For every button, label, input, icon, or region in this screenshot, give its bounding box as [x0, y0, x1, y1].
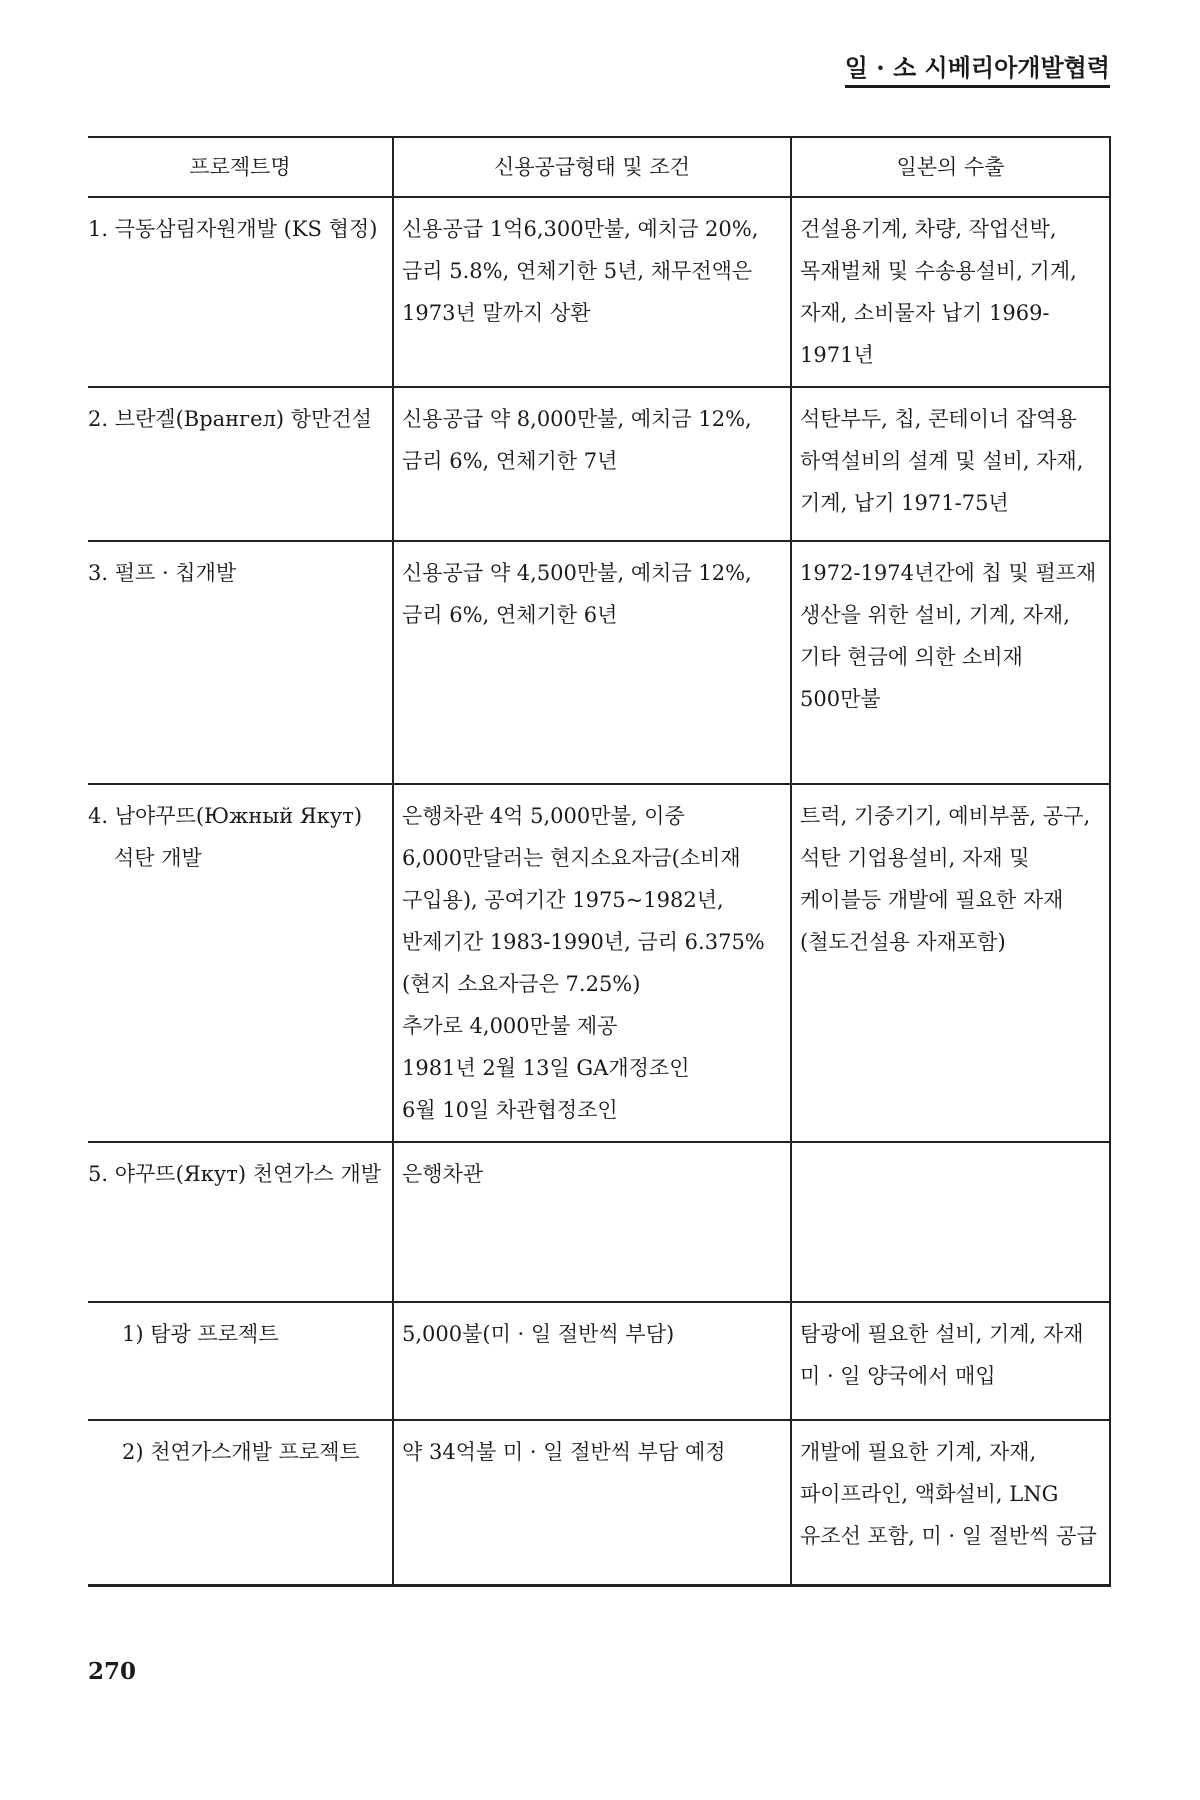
table-header-row	[88, 137, 1110, 197]
terms-line: 추가로 4,000만불 제공	[402, 1014, 618, 1038]
cell-terms: 은행차관	[393, 1142, 791, 1302]
running-header	[0, 48, 1110, 83]
cell-terms: 약 34억불 미 · 일 절반씩 부담 예정	[393, 1420, 791, 1585]
terms-line: 은행차관 4억 5,000만불, 이중 6,000만달러는 현지소요자금(소비재 구입용), 공여기간 1975~1982년, 반제기간 1983-1990년, 금리 6.375%(현지 소요자금은 7.25%)	[402, 804, 765, 996]
cell-exports	[791, 1142, 1110, 1302]
terms-line: 1981년 2월 13일 GA개정조인	[402, 1056, 690, 1080]
table-row	[88, 197, 1110, 387]
projects-table	[88, 136, 1111, 1587]
table-row	[88, 1302, 1110, 1420]
table-row	[88, 387, 1110, 541]
cell-project: 2. 브란겔(Врангел) 항만건설	[88, 387, 393, 541]
cell-terms: 신용공급 1억6,300만불, 예치금 20%, 금리 5.8%, 연체기한 5년, 채무전액은 1973년 말까지 상환	[393, 197, 791, 387]
table-row	[88, 784, 1110, 1142]
cell-exports: 탐광에 필요한 설비, 기계, 자재 미 · 일 양국에서 매입	[791, 1302, 1110, 1420]
cell-project: 5. 야꾸뜨(Якут) 천연가스 개발	[88, 1142, 393, 1302]
cell-project: 4. 남야꾸뜨(Южный Якут) 석탄 개발	[88, 784, 393, 1142]
cell-project: 3. 펄프 · 칩개발	[88, 541, 393, 784]
column-header-terms: 신용공급형태 및 조건	[393, 137, 791, 197]
cell-exports: 석탄부두, 칩, 콘테이너 잡역용 하역설비의 설계 및 설비, 자재, 기계, 납기 1971-75년	[791, 387, 1110, 541]
cell-project: 1. 극동삼림자원개발 (KS 협정)	[88, 197, 393, 387]
table-row	[88, 1142, 1110, 1302]
column-header-exports: 일본의 수출	[791, 137, 1110, 197]
page-number: 270	[88, 1658, 137, 1685]
cell-terms: 5,000불(미 · 일 절반씩 부담)	[393, 1302, 791, 1420]
running-header-title: 일 · 소 시베리아개발협력	[845, 53, 1110, 88]
projects-table-container	[88, 136, 1110, 1587]
column-header-project: 프로젝트명	[88, 137, 393, 197]
terms-line: 6월 10일 차관협정조인	[402, 1098, 618, 1122]
cell-exports: 1972-1974년간에 칩 및 펄프재 생산을 위한 설비, 기계, 자재, 기타 현금에 의한 소비재 500만불	[791, 541, 1110, 784]
cell-terms	[393, 784, 791, 1142]
cell-project: 1) 탐광 프로젝트	[88, 1302, 393, 1420]
table-row	[88, 1420, 1110, 1585]
cell-exports: 건설용기계, 차량, 작업선박, 목재벌채 및 수송용설비, 기계, 자재, 소비물자 납기 1969-1971년	[791, 197, 1110, 387]
cell-terms: 신용공급 약 4,500만불, 예치금 12%, 금리 6%, 연체기한 6년	[393, 541, 791, 784]
cell-terms: 신용공급 약 8,000만불, 예치금 12%, 금리 6%, 연체기한 7년	[393, 387, 791, 541]
table-row	[88, 541, 1110, 784]
cell-exports: 개발에 필요한 기계, 자재, 파이프라인, 액화설비, LNG 유조선 포함, 미 · 일 절반씩 공급	[791, 1420, 1110, 1585]
cell-project: 2) 천연가스개발 프로젝트	[88, 1420, 393, 1585]
cell-exports: 트럭, 기중기기, 예비부품, 공구, 석탄 기업용설비, 자재 및 케이블등 개발에 필요한 자재(철도건설용 자재포함)	[791, 784, 1110, 1142]
